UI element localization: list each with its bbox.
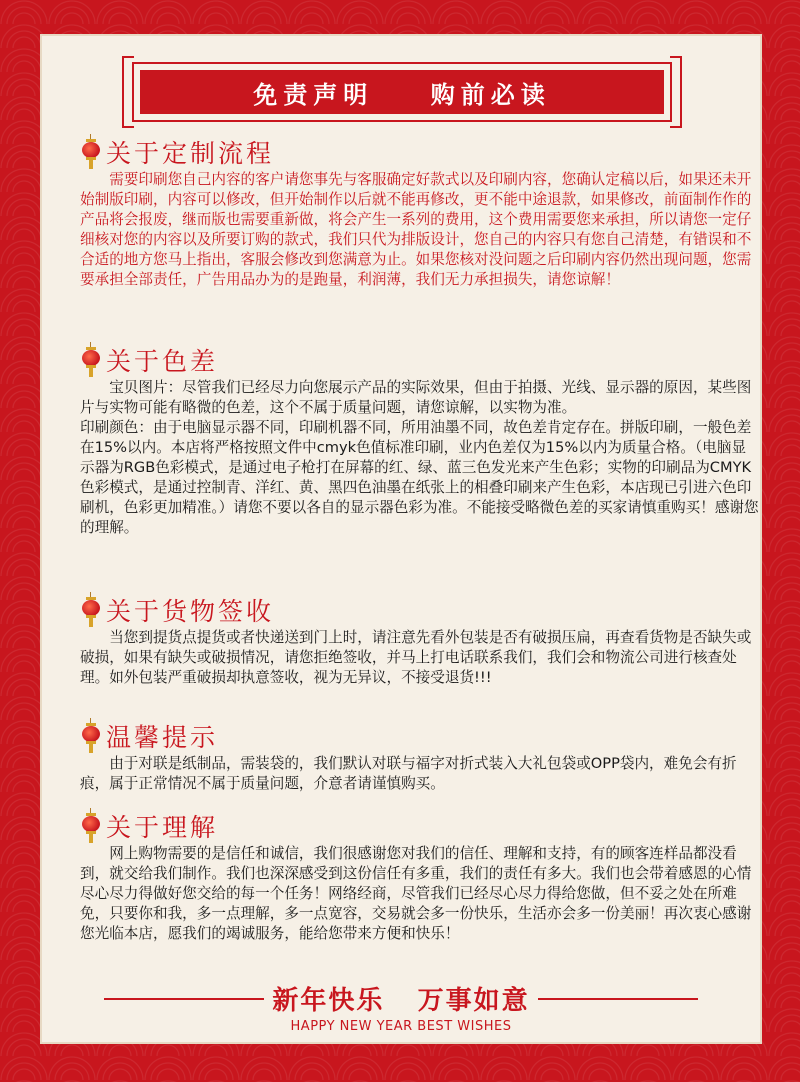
lantern-icon (80, 718, 102, 754)
section-header (80, 592, 760, 628)
section-title: 关于定制流程 (106, 139, 275, 168)
lantern-icon (80, 808, 102, 844)
section-paragraph: 宝贝图片：尽管我们已经尽力向您展示产品的实际效果，但由于拍摄、光线、显示器的原因，某些图片与实物可能有略微的色差，这个不属于质量问题，请您谅解，以实物为准。 (80, 379, 752, 416)
lantern-icon (80, 592, 102, 628)
footer-divider-right (538, 998, 698, 1000)
section-header (80, 134, 760, 170)
section-title: 关于色差 (106, 347, 219, 376)
section-paragraph: 印刷颜色：由于电脑显示器不同，印刷机器不同，所用油墨不同，故色差肯定存在。拼版印刷，一般色差在15%以内。本店将严格按照文件中cmyk色值标准印刷，业内色差仅为15%以内为质量合格。（电脑显示器为RGB色彩模式，是通过电子枪打在屏幕的红、绿、蓝三色发光来产生色彩；实物的印刷品为CMYK色彩模式，是通过控制青、洋红、黄、黑四色油墨在纸张上的相叠印刷来产生色彩，本店现已引进六色印刷机，色彩更加精准。）请您不要以各自的显示器色彩为准。不能接受略微色差的买家请慎重购买！感谢您的理解。 (80, 419, 759, 536)
footer-divider-left (104, 998, 264, 1000)
poster-paper (40, 34, 762, 1044)
section-understanding (80, 808, 760, 944)
footer-title: 新年快乐 万事如意 (272, 986, 530, 1016)
section-title: 关于理解 (106, 813, 219, 842)
section-title: 关于货物签收 (106, 597, 275, 626)
section-paragraph: 需要印刷您自己内容的客户请您事先与客服确定好款式以及印刷内容，您确认定稿以后，如果还未开始制版印刷，内容可以修改，但开始制作以后就不能再修改，更不能中途退款，如果修改，前面制作作的产品将会报废，继而版也需要重新做，将会产生一系列的费用，这个费用需要您来承担，所以请您一定仔细核对您的内容以及所要订购的款式，我们只代为排版设计，您自己的内容只有您自己清楚，有错误和不合适的地方您马上指出，客服会修改到您满意为止。如果您核对没问题之后印刷内容仍然出现问题，您需要承担全部责任，广告用品办为的是跑量，利润薄，我们无力承担损失，请您谅解！ (80, 171, 752, 288)
section-header (80, 718, 760, 754)
footer-greeting (40, 980, 762, 1034)
footer-subtitle: HAPPY NEW YEAR BEST WISHES (290, 1019, 512, 1034)
lantern-icon (80, 342, 102, 378)
section-title: 温馨提示 (106, 723, 219, 752)
section-goods-receipt (80, 592, 760, 688)
section-custom-process (80, 134, 760, 290)
section-paragraph: 由于对联是纸制品，需装袋的，我们默认对联与福字对折式装入大礼包袋或OPP袋内，难免会有折痕，属于正常情况不属于质量问题，介意者请谨慎购买。 (80, 755, 737, 792)
section-header (80, 808, 760, 844)
title-banner (140, 70, 664, 114)
lantern-icon (80, 134, 102, 170)
section-kind-reminder (80, 718, 760, 794)
section-header (80, 342, 760, 378)
section-paragraph: 当您到提货点提货或者快递送到门上时，请注意先看外包装是否有破损压扁，再查看货物是否缺失或破损，如果有缺失或破损情况，请您拒绝签收，并马上打电话联系我们，我们会和物流公司进行核查处理。如外包装严重破损却执意签收，视为无异议，不接受退货!!! (80, 629, 752, 686)
section-color-difference (80, 342, 760, 538)
title-banner-frame (132, 62, 672, 122)
section-paragraph: 网上购物需要的是信任和诚信，我们很感谢您对我们的信任、理解和支持，有的顾客连样品都没看到，就交给我们制作。我们也深深感受到这份信任有多重，我们的责任有多大。我们也会带着感恩的心情尽心尽力得做好您交给的每一个任务！网络经商，尽管我们已经尽心尽力得给您做，但不妥之处在所难免，只要你和我，多一点理解，多一点宽容，交易就会多一份快乐，生活亦会多一份美丽！再次衷心感谢您光临本店，愿我们的竭诚服务，能给您带来方便和快乐！ (80, 845, 752, 942)
banner-title: 免责声明 购前必读 (253, 79, 551, 109)
